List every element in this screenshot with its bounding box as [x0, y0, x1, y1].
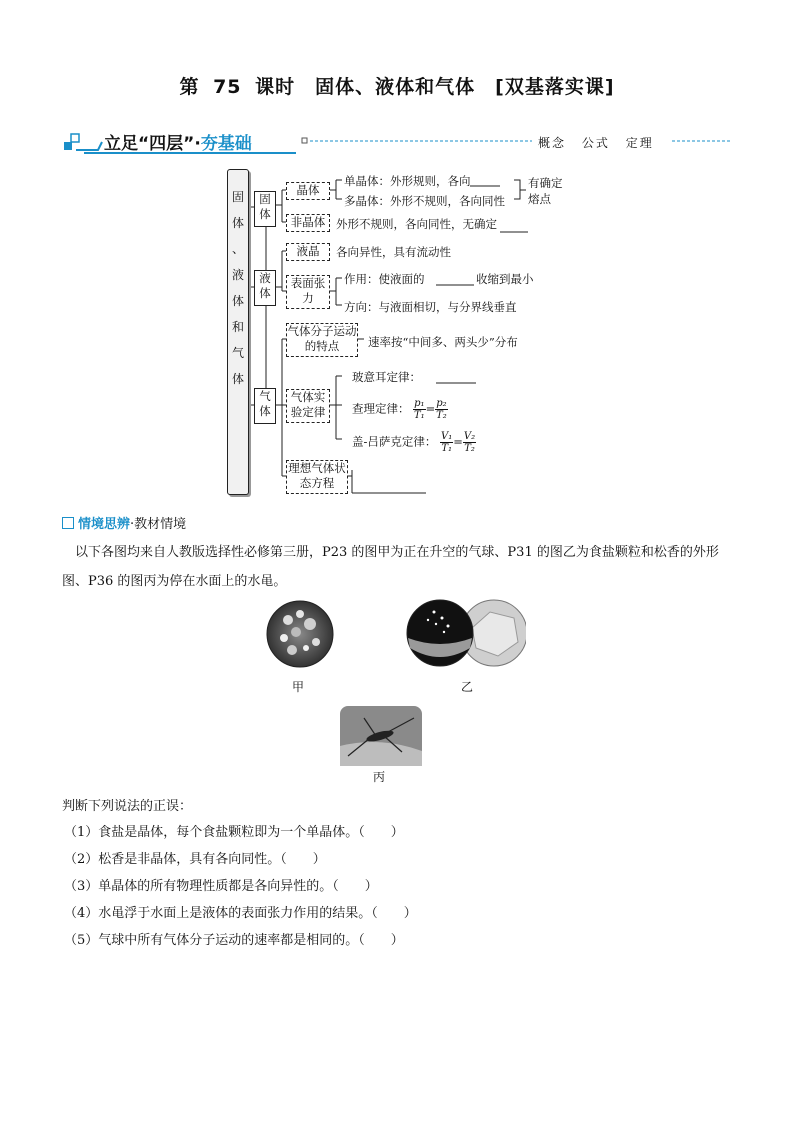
liquid-crystal-node: 液晶: [286, 243, 330, 261]
amorphous-text: 外形不规则，各向同性，无确定: [336, 217, 497, 231]
figure-balloon-image: [266, 600, 334, 668]
question-item: （5）气球中所有气体分子运动的速率都是相同的。（ ）: [64, 933, 404, 948]
liquid-node: 液体: [254, 270, 276, 306]
tension-effect-text: 作用：使液面的: [344, 272, 425, 286]
figure-salt-rosin-image: [406, 598, 526, 668]
boyle-law-text: 玻意耳定律：: [352, 370, 421, 384]
surface-tension-node: 表面张力: [286, 275, 330, 309]
section-square-icon: [62, 517, 74, 529]
melting-point-text-1: 有确定: [528, 176, 563, 190]
banner-tag: 概念: [538, 136, 567, 150]
banner-tag: 定理: [625, 136, 654, 150]
judge-prompt: 判断下列说法的正误：: [62, 799, 193, 814]
charles-law: 查理定律： $\frac{\text{p₁}}{\text{T₁}}$ = $\frac{\text{p₂}}{\text{T₂}}$: [352, 398, 447, 421]
figure-c-caption: 丙: [373, 770, 386, 784]
tension-direction-text: 方向：与液面相切，与分界线垂直: [344, 300, 517, 314]
crystal-node: 晶体: [286, 182, 330, 200]
amorphous-node: 非晶体: [286, 214, 330, 232]
question-item: （4）水黾浮于水面上是液体的表面张力作用的结果。（ ）: [64, 906, 417, 921]
solid-node: 固体: [254, 191, 276, 227]
liquid-crystal-text: 各向异性，具有流动性: [336, 245, 451, 259]
section-heading: 情境思辨·教材情境: [62, 513, 186, 532]
poly-crystal-text: 多晶体：外形不规则，各向同性: [344, 194, 505, 208]
single-crystal-text: 单晶体：外形规则，各向: [344, 174, 471, 188]
figure-water-strider-image: [340, 706, 422, 766]
banner-tag: 公式: [581, 136, 610, 150]
question-item: （3）单晶体的所有物理性质都是各向异性的。（ ）: [64, 879, 378, 894]
figure-a-caption: 甲: [292, 680, 305, 694]
gas-laws-node: 气体实验定律: [286, 389, 330, 423]
question-item: （1）食盐是晶体，每个食盐颗粒即为一个单晶体。（ ）: [64, 825, 404, 840]
gay-lussac-law: 盖-吕萨克定律： $\frac{\text{V₁}}{\text{T₁}}$ = $\frac{\text{V₂}}{\text{T₂}}$: [352, 431, 476, 454]
molecule-motion-node: 气体分子运动的特点: [286, 323, 358, 357]
figure-b-caption: 乙: [461, 680, 474, 694]
banner-label: 立足“四层”·夯基础: [104, 134, 252, 154]
intro-paragraph: 以下各图均来自人教版选择性必修第三册，P23 的图甲为正在升空的气球、P31 的图乙为食盐颗粒和松香的外形图、P36 的图丙为停在水面上的水黾。: [62, 545, 719, 589]
melting-point-text-2: 熔点: [528, 192, 551, 206]
ideal-gas-node: 理想气体状态方程: [286, 460, 348, 494]
page-title: 第 75 课时 固体、液体和气体 [双基落实课]: [179, 76, 615, 98]
diagram-root: 固 体 、 液 体 和 气 体: [227, 169, 249, 495]
molecule-motion-text: 速率按“中间多、两头少”分布: [368, 335, 518, 349]
tension-effect-tail: 收缩到最小: [476, 272, 534, 286]
question-item: （2）松香是非晶体，具有各向同性。（ ）: [64, 852, 326, 867]
gas-node: 气体: [254, 388, 276, 424]
